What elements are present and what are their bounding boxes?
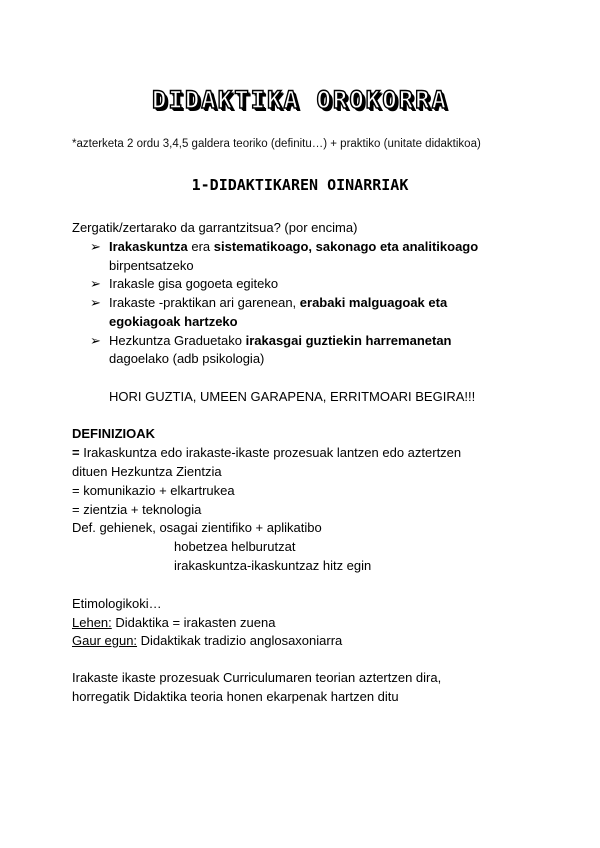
closing-line: Irakaste ikaste prozesuak Curriculumaren teorian aztertzen dira, — [72, 670, 442, 685]
definition-line — [72, 443, 461, 462]
gaur-text: Didaktikak tradizio anglosaxoniarra — [137, 633, 343, 648]
lehen-text: Didaktika = irakasten zuena — [111, 615, 276, 630]
bullet-1-part: Irakaskuntza — [109, 239, 188, 254]
definition-line: hobetzea helburutzat — [174, 539, 296, 554]
definition-line: Def. gehienek, osagai zientifiko + aplikatibo — [72, 520, 322, 535]
bullet-3-part: Irakaste -praktikan ari garenean, — [109, 295, 300, 310]
question-line: Zergatik/zertarako da garrantzitsua? (por encima) — [72, 220, 358, 235]
bullet-1-part: era — [187, 239, 214, 254]
bullet-2: Irakasle gisa gogoeta egiteko — [109, 276, 279, 291]
bullet-3 — [109, 293, 447, 312]
page-title: DIDAKTIKA OROKORRA — [151, 86, 449, 114]
bullet-arrow-icon: ➢ — [90, 276, 101, 291]
bullet-1-cont: birpentsatzeko — [109, 258, 194, 273]
bullet-4-cont: dagoelako (adb psikologia) — [109, 351, 265, 366]
definition-text: Irakaskuntza edo irakaste-ikaste prozesuak lantzen edo aztertzen — [79, 445, 462, 460]
bullet-4-part: Hezkuntza Graduetako — [109, 333, 246, 348]
gaur-label: Gaur egun: — [72, 633, 138, 648]
bullet-arrow-icon: ➢ — [90, 239, 101, 254]
definition-line: = zientzia + teknologia — [72, 502, 202, 517]
bullet-arrow-icon: ➢ — [90, 333, 101, 348]
bullet-1 — [109, 237, 478, 256]
closing-line: horregatik Didaktika teoria honen ekarpenak hartzen ditu — [72, 689, 399, 704]
bullet-4-part: irakasgai guztiekin harremanetan — [245, 333, 452, 348]
bullet-arrow-icon: ➢ — [90, 295, 101, 310]
bullet-1-part: sistematikoago, sakonago eta analitikoago — [213, 239, 479, 254]
etymology-lehen — [72, 613, 275, 632]
conclusion-line: HORI GUZTIA, UMEEN GARAPENA, ERRITMOARI BEGIRA!!! — [109, 389, 476, 404]
exam-note: *azterketa 2 ordu 3,4,5 galdera teoriko (definitu…) + praktiko (unitate didaktikoa) — [72, 138, 481, 150]
bullet-4 — [109, 331, 452, 350]
definition-line: = komunikazio + elkartrukea — [72, 483, 235, 498]
lehen-label: Lehen: — [72, 615, 112, 630]
equals-sign: = — [72, 445, 80, 460]
section-heading: 1-DIDAKTIKAREN OINARRIAK — [191, 176, 409, 194]
etymology-intro: Etimologikoki… — [72, 596, 162, 611]
bullet-3-part: erabaki malguagoak eta — [299, 295, 448, 310]
definitions-heading: DEFINIZIOAK — [72, 426, 156, 441]
etymology-gaur — [72, 631, 342, 650]
definition-line: irakaskuntza-ikaskuntzaz hitz egin — [174, 558, 372, 573]
definition-line: dituen Hezkuntza Zientzia — [72, 464, 222, 479]
bullet-3-cont: egokiagoak hartzeko — [109, 314, 238, 329]
